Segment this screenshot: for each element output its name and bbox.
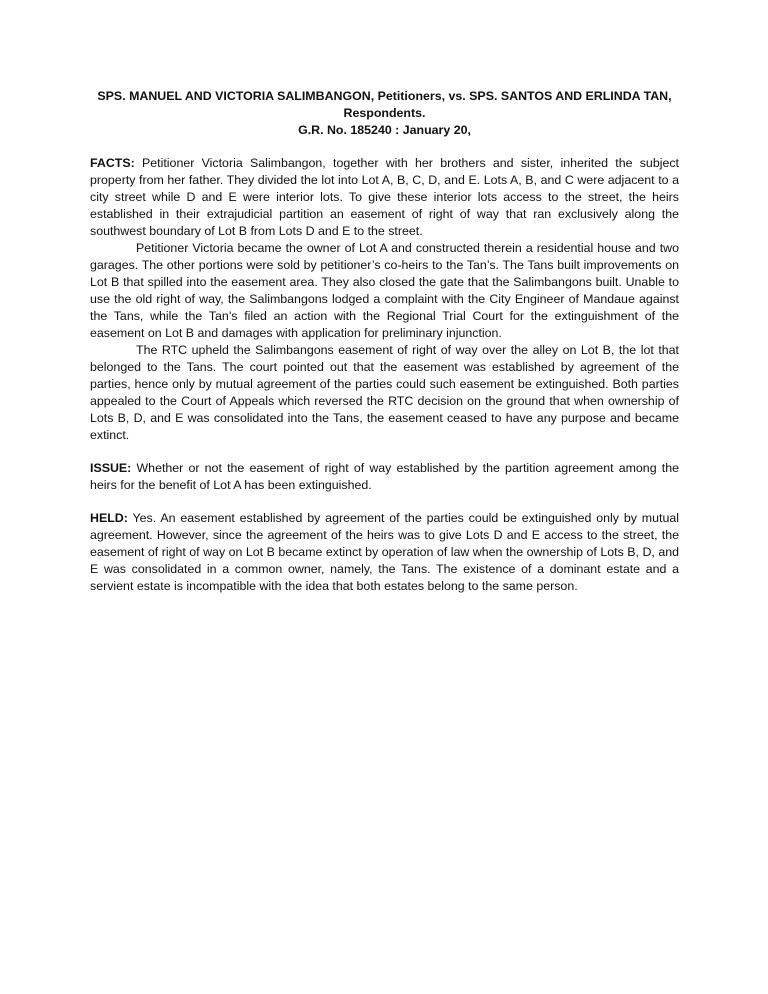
case-title-respondents: Respondents. (343, 106, 426, 120)
facts-paragraph-1 (90, 155, 679, 240)
issue-paragraph (90, 460, 679, 494)
case-title-parties: SPS. MANUEL AND VICTORIA SALIMBANGON, Petitioners, vs. SPS. SANTOS AND ERLINDA TAN, (97, 89, 672, 103)
case-title (90, 88, 679, 139)
facts-paragraph-2: Petitioner Victoria became the owner of Lot A and constructed therein a residential house and two garages. The other portions were sold by petitioner’s co-heirs to the Tan’s. The Tans built improvements on Lot B that spilled into the easement area. They also closed the gate that the Salimbangons built. Unable to use the old right of way, the Salimbangons lodged a complaint with the City Engineer of Mandaue against the Tans, while the Tan’s filed an action with the Regional Trial Court for the extinguishment of the easement on Lot B and damages with application for preliminary injunction. (90, 241, 679, 340)
issue-label: ISSUE: (90, 461, 132, 475)
case-number-date: G.R. No. 185240 : January 20, (298, 123, 471, 137)
issue-text: Whether or not the easement of right of way established by the partition agreement among the heirs for the benefit of Lot A has been extinguished. (90, 461, 679, 492)
facts-text-1: Petitioner Victoria Salimbangon, together with her brothers and sister, inherited the subject property from her father. They divided the lot into Lot A, B, C, D, and E. Lots A, B, and C were adjacent to a city street while D and E were interior lots. To give these interior lots access to the street, the heirs established in their extrajudicial partition an easement of right of way that ran exclusively along the southwest boundary of Lot B from Lots D and E to the street. (90, 156, 679, 238)
held-text: Yes. An easement established by agreement of the parties could be extinguished only by mutual agreement. However, since the agreement of the heirs was to give Lots D and E access to the street, the easement of right of way on Lot B became extinct by operation of law when the ownership of Lots B, D, and E was consolidated in a common owner, namely, the Tans. The existence of a dominant estate and a servient estate is incompatible with the idea that both estates belong to the same person. (90, 511, 679, 593)
facts-section (90, 155, 679, 444)
document-body (90, 88, 679, 595)
held-paragraph (90, 510, 679, 595)
held-label: HELD: (90, 511, 128, 525)
held-section (90, 510, 679, 595)
issue-section (90, 460, 679, 494)
facts-paragraph-3: The RTC upheld the Salimbangons easement of right of way over the alley on Lot B, the lot that belonged to the Tans. The court pointed out that the easement was established by agreement of the parties, hence only by mutual agreement of the parties could such easement be extinguished. Both parties appealed to the Court of Appeals which reversed the RTC decision on the ground that when ownership of Lots B, D, and E was consolidated into the Tans, the easement ceased to have any purpose and became extinct. (90, 343, 679, 442)
facts-label: FACTS: (90, 156, 135, 170)
